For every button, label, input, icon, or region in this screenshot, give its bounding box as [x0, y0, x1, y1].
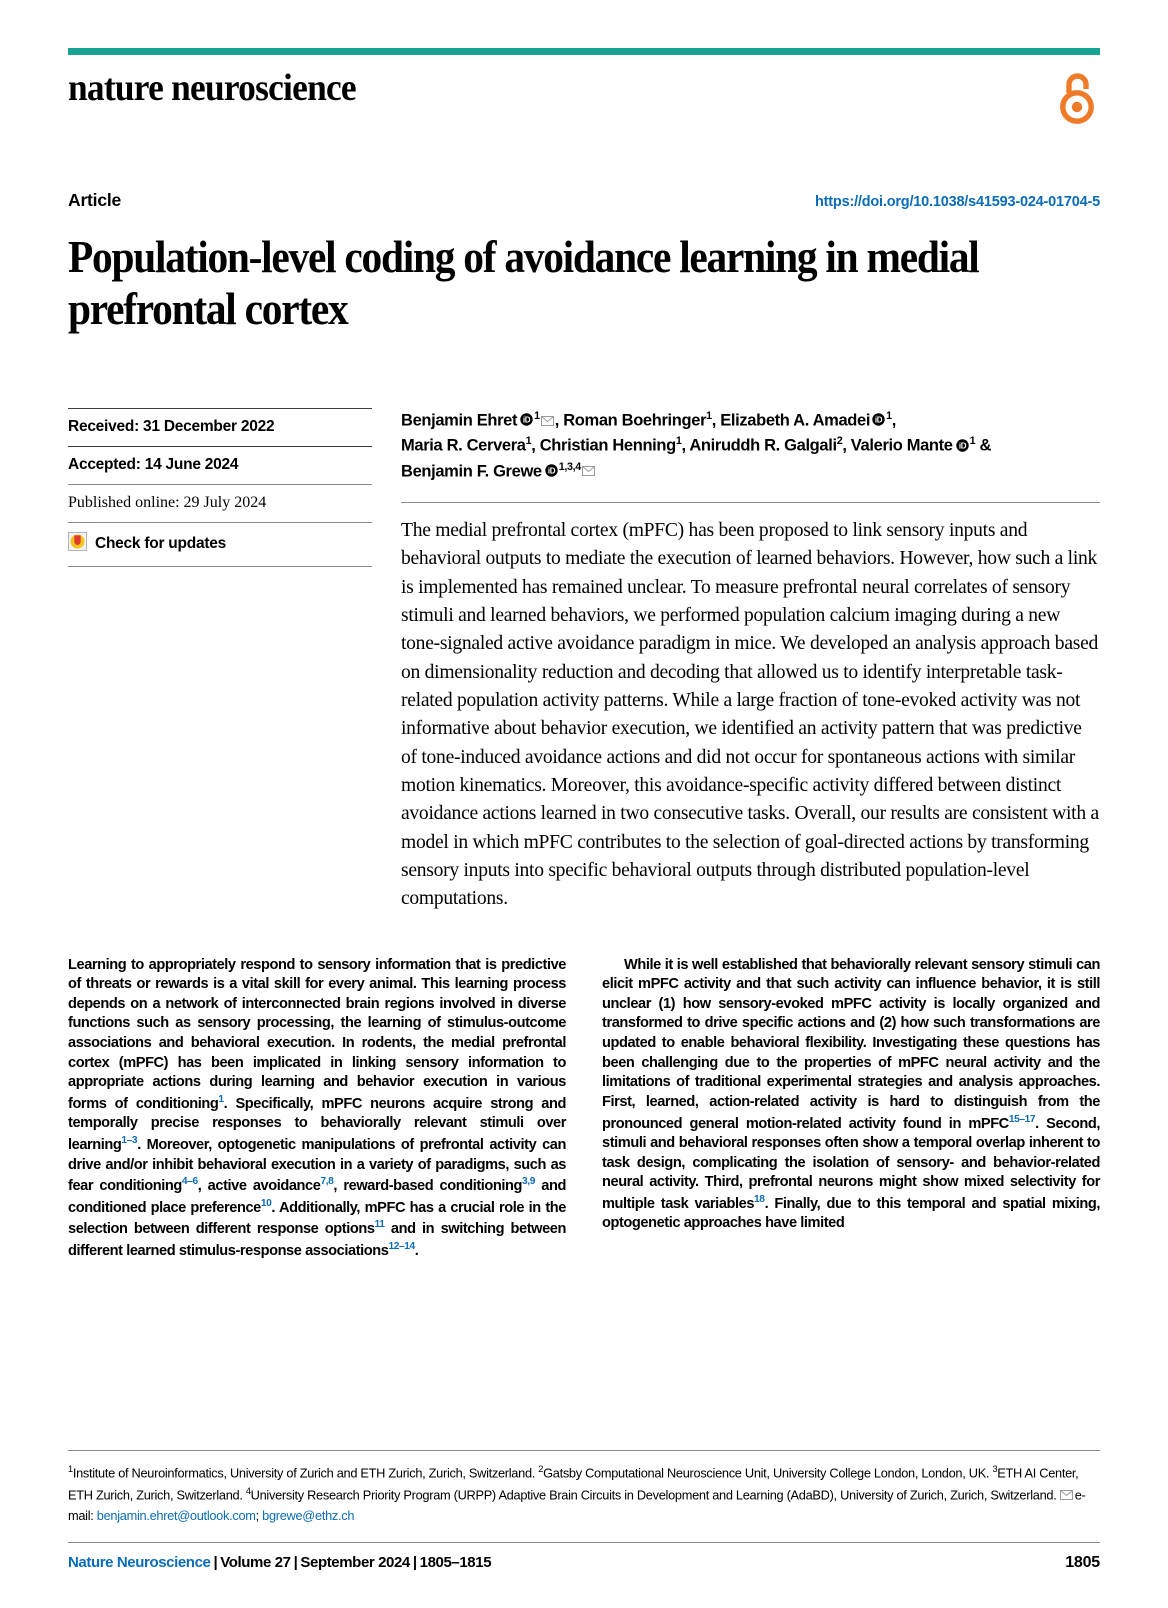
affiliations-divider	[68, 1450, 1100, 1451]
publication-metadata	[68, 408, 398, 914]
author-list-conjunction: &	[979, 436, 992, 455]
intro-paragraph-right	[602, 956, 1100, 1234]
affiliations-text	[68, 1462, 1100, 1527]
affiliation-entry: University Research Priority Program (URPP) Adaptive Brain Circuits in Development and Learning (AdaBD), University of Zurich, Zurich, Switzerland.	[250, 1487, 1060, 1503]
authors-and-abstract	[398, 408, 1100, 914]
citation-ref[interactable]: 15–17	[1008, 1113, 1036, 1125]
email-label: e-mail:	[68, 1487, 1086, 1524]
check-for-updates-label: Check for updates	[95, 534, 226, 552]
body-text: . Moreover, optogenetic manipulations of prefrontal activity can drive and/or inhibit behavioral execution in a variety of paradigms, such as fear conditioning	[68, 1136, 566, 1194]
author-list	[401, 408, 1100, 484]
journal-accent-bar	[68, 48, 1100, 55]
journal-logo: nature neuroscience	[68, 67, 356, 109]
author-affiliation-marker: 1	[706, 409, 712, 422]
page-range-label: 1805–1815	[419, 1554, 492, 1571]
author-name: , Elizabeth A. Amadei	[711, 411, 871, 430]
author-affiliation-marker: 1	[675, 435, 682, 448]
doi-link[interactable]: https://doi.org/10.1038/s41593-024-01704-5	[815, 194, 1100, 210]
body-text: . Finally, due to this temporal and spatial mixing, optogenetic approaches have limited	[602, 1195, 1101, 1232]
masthead	[68, 69, 1100, 132]
email-link-secondary[interactable]: bgrewe@ethz.ch	[262, 1508, 355, 1524]
body-text: . Specifically, mPFC neurons acquire strong and temporally precise responses to behaviorally relevant stimuli over learning	[68, 1095, 566, 1153]
citation-ref[interactable]: 1–3	[121, 1135, 138, 1147]
body-columns	[68, 956, 1100, 1262]
svg-text:iD: iD	[522, 415, 531, 425]
page-footer	[68, 1450, 1100, 1572]
citation-ref[interactable]: 11	[374, 1219, 385, 1231]
svg-text:iD: iD	[547, 466, 555, 476]
journal-name-link[interactable]: Nature Neuroscience	[68, 1554, 211, 1571]
body-text: . Second, stimuli and behavioral responses often show a temporal overlap inherent to task design, complicating the isolation of sensory- and behavior-related neural activity. Third, prefrontal neurons might show mixed selectivity for multiple task variables	[602, 1115, 1100, 1212]
author-name: Benjamin F. Grewe	[401, 462, 542, 481]
affiliation-entry: Institute of Neuroinformatics, University of Zurich and ETH Zurich, Zurich, Switzerland.	[72, 1465, 539, 1481]
author-list-punctuation: ,	[891, 411, 896, 430]
author-name: Benjamin Ehret	[401, 411, 518, 430]
body-text: While it is well established that behaviorally relevant sensory stimuli can elicit mPFC activity and that such activity can influence behavior, it is still unclear (1) how sensory-evoked mPFC activity is locally organized and transformed to drive specific actions and (2) how such transformations are updated to enable behavioral flexibility. Investigating these questions has been challenging due to the properties of mPFC neural activity and the limitations of traditional experimental strategies and analysis approaches. First, learned, action-related activity is hard to distinguish from the pronounced general motion-related activity found in mPFC	[602, 956, 1100, 1132]
body-text: . Additionally, mPFC has a crucial role in the selection between different response options	[68, 1199, 566, 1237]
citation-ref[interactable]: 10	[260, 1197, 272, 1209]
author-name: , Aniruddh R. Galgali	[681, 436, 837, 455]
orcid-icon[interactable]	[870, 411, 886, 429]
page-number: 1805	[1065, 1554, 1100, 1571]
affiliation-marker: 2	[538, 1464, 544, 1475]
issue-date-label: September 2024	[300, 1554, 410, 1571]
orcid-icon[interactable]	[953, 437, 970, 455]
footer-citation-row	[68, 1554, 1100, 1572]
author-affiliation-marker: 1	[969, 435, 976, 448]
affiliation-entry: ETH AI Center, ETH Zurich, Zurich, Switzerland.	[68, 1465, 1079, 1503]
citation-ref[interactable]: 12–14	[388, 1240, 415, 1252]
footer-divider	[68, 1542, 1100, 1543]
svg-text:iD: iD	[958, 441, 966, 451]
affiliation-entry: Gatsby Computational Neuroscience Unit, University College London, London, UK.	[543, 1465, 993, 1481]
corresponding-author-icon[interactable]	[581, 459, 596, 484]
author-affiliation-marker: 2	[836, 435, 843, 448]
author-name: , Valerio Mante	[842, 436, 953, 455]
meta-divider-4	[68, 566, 372, 567]
author-affiliation-marker: 1	[534, 409, 540, 422]
abstract-text: The medial prefrontal cortex (mPFC) has been proposed to link sensory inputs and behavioral outputs to mediate the execution of learned behaviors. However, how such a link is implemented has remained unclear. To measure prefrontal neural correlates of sensory stimuli and learned behaviors, we performed population calcium imaging during a new tone-signaled active avoidance paradigm in mice. We developed an analysis approach based on dimensionality reduction and decoding that allowed us to identify interpretable task-related population activity patterns. While a large fraction of tone-evoked activity was not informative about behavior execution, we identified an activity pattern that was predictive of tone-induced avoidance actions and did not occur for spontaneous actions with similar motion kinematics. Moreover, this avoidance-specific activity differed between distinct avoidance actions learned in two consecutive tasks. Overall, our results are consistent with a model in which mPFC contributes to the selection of goal-directed actions by transforming sensory inputs into specific behavioral outputs through distributed population-level computations.	[401, 520, 1099, 910]
body-text: , active avoidance	[197, 1177, 321, 1194]
article-type-row	[68, 190, 1100, 211]
citation-ref[interactable]: 18	[754, 1193, 765, 1205]
intro-paragraph-left	[68, 956, 566, 1262]
author-affiliation-marker: 1	[886, 409, 892, 422]
journal-citation	[68, 1554, 491, 1571]
crossmark-icon	[68, 532, 87, 556]
check-for-updates-button[interactable]	[68, 523, 372, 566]
article-page	[0, 48, 1168, 1608]
body-text: Learning to appropriately respond to sensory information that is predictive of threats or rewards is a vital skill for every animal. This learning process depends on a network of interconnected brain regions involved in diverse functions such as sensory processing, the learning of stimulus-outcome associations and behavioral execution. In rodents, the medial prefrontal cortex (mPFC) has been implicated in linking sensory information to appropriate actions during learning and behavior execution in various forms of conditioning	[68, 956, 566, 1112]
citation-ref[interactable]: 3,9	[522, 1176, 535, 1188]
email-separator: ;	[255, 1508, 263, 1524]
affiliation-marker: 4	[245, 1486, 251, 1497]
affiliation-marker: 3	[992, 1464, 998, 1475]
article-type-label: Article	[68, 190, 122, 210]
citation-ref[interactable]: 7,8	[320, 1176, 334, 1188]
author-name: , Christian Henning	[531, 436, 676, 455]
author-affiliation-marker: 1	[525, 435, 532, 448]
accepted-date: Accepted: 14 June 2024	[68, 455, 239, 473]
author-name: , Roman Boehringer	[554, 411, 707, 430]
email-envelope-icon	[1060, 1486, 1075, 1507]
author-name: Maria R. Cervera	[401, 436, 526, 455]
body-text: , reward-based conditioning	[333, 1177, 523, 1194]
body-column-right	[602, 956, 1100, 1262]
citation-separator: |	[293, 1554, 298, 1571]
body-text: and in switching between different learned stimulus-response associations	[68, 1220, 566, 1259]
citation-ref[interactable]: 1	[218, 1093, 224, 1105]
page-title: Population-level coding of avoidance learning in medial prefrontal cortex	[68, 231, 979, 335]
corresponding-author-icon[interactable]	[540, 409, 555, 434]
orcid-icon[interactable]	[517, 411, 534, 429]
body-text: .	[414, 1242, 419, 1259]
open-access-icon	[1056, 71, 1098, 132]
body-text: and conditioned place preference	[68, 1177, 566, 1216]
body-column-left	[68, 956, 566, 1262]
citation-separator: |	[412, 1554, 417, 1571]
head-columns	[68, 408, 1100, 914]
author-affiliation-marker: 1,3,4	[558, 460, 581, 473]
email-link-primary[interactable]: benjamin.ehret@outlook.com	[96, 1508, 256, 1524]
received-date: Received: 31 December 2022	[68, 417, 275, 435]
orcid-icon[interactable]	[542, 462, 559, 480]
citation-separator: |	[213, 1554, 218, 1571]
published-date: Published online: 29 July 2024	[68, 493, 267, 511]
volume-label: Volume 27	[220, 1554, 291, 1571]
svg-text:iD: iD	[874, 415, 883, 425]
abstract-divider	[401, 502, 1100, 503]
affiliation-marker: 1	[68, 1464, 73, 1475]
citation-ref[interactable]: 4–6	[181, 1176, 198, 1188]
